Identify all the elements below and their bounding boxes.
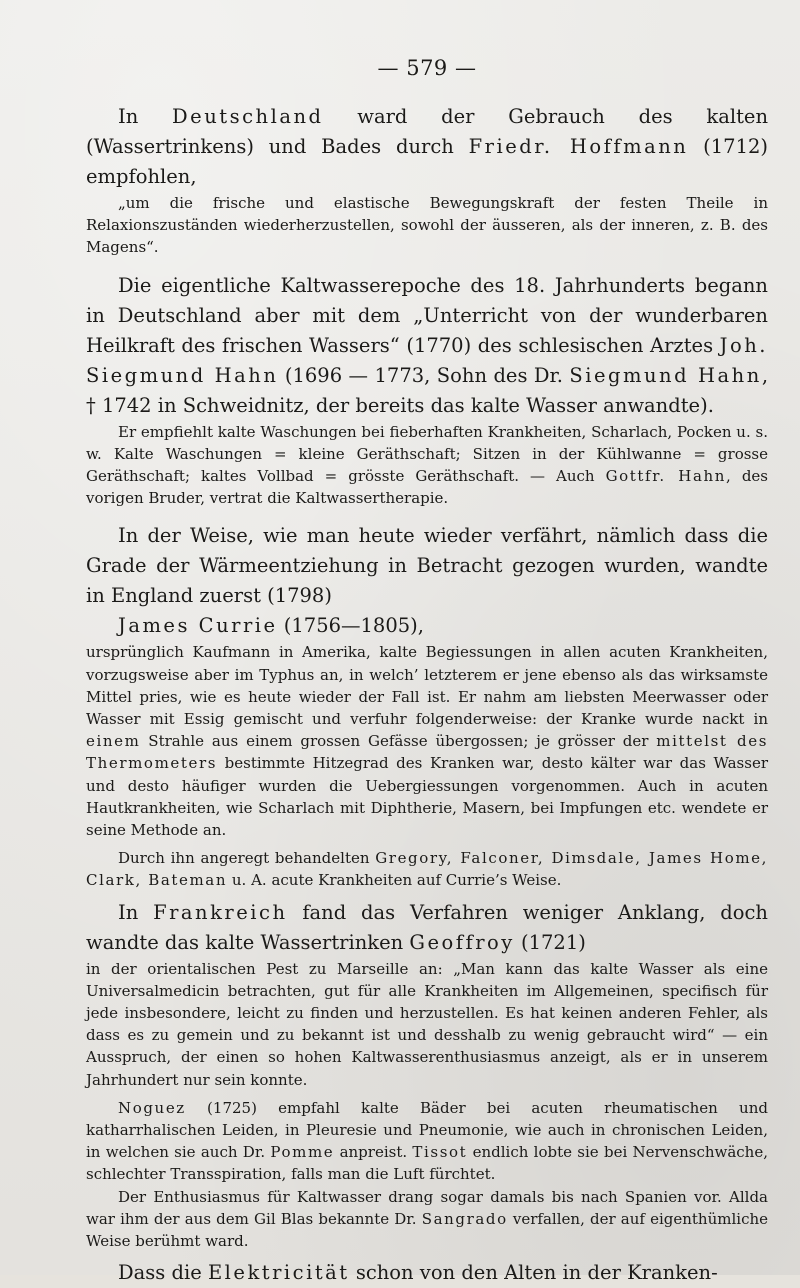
text-run: (1721) (514, 930, 586, 954)
heading-james-currie (86, 611, 768, 641)
text-run: , † 1742 in Schweidnitz, der bereits das kalte Wasser anwandte). (86, 363, 769, 417)
paragraph-marseille: in der orientalischen Pest zu Marseille an: „Man kann das kalte Wasser als eine Universalmedicin betrachten, gut für alle Krankheiten im Allgemeinen, specifisch für jede insbesondere, leicht zu finden und herzustellen. Es hat keinen anderen Fehler, als dass es zu gemein und zu bekannt ist und desshalb zu wenig gebraucht wird“ — ein Ausspruch, der einen so hohen Kaltwasserenthusiasmus anzeigt, als er in unserem Jahrhundert nur sein konnte. (86, 959, 768, 1089)
paragraph-noguez (86, 1097, 768, 1186)
emphasis-thermometer: mittelst des Thermometers (86, 732, 768, 773)
text-run: Er empfiehlt kalte Waschungen bei fieberhaften Krankheiten, Scharlach, Pocken u. s. w. Kalte Waschungen = kleine Geräthschaft; Sitzen in der Kühlwanne = grosse Geräthschaft; kaltes Vollbad = grösste Geräthschaft. — Auch (86, 422, 768, 486)
paragraph-deutschland (86, 102, 768, 192)
text-run: (1756—1805), (277, 614, 424, 638)
text-run: (1696 — 1773, Sohn des Dr. (278, 363, 570, 387)
emphasis-joh-siegmund-hahn: Joh. Siegmund Hahn (86, 333, 768, 387)
emphasis-followers: Gregory, Falconer, Dimsdale, James Home, Clark, Bateman (86, 849, 768, 890)
emphasis-geoffroy: Geoffroy (409, 930, 515, 954)
text-run: bestimmte Hitzegrad des Kranken war, desto kälter war das Wasser und desto häufiger wurden die Uebergiessungen vorgenommen. Auch in acuten Hautkrankheiten, wie Scharlach mit Diphtherie, Masern, bei Impfungen etc. wendete er seine Methode an. (86, 754, 768, 840)
text-run: schon von den Alten in der Kranken- (349, 1261, 718, 1285)
emphasis-hoffmann: Friedr. Hoffmann (468, 135, 689, 158)
emphasis-gottfr-hahn: Gottfr. Hahn (605, 467, 727, 486)
emphasis-elektricitaet: Elektricität (207, 1261, 350, 1285)
text-run: , des vorigen Bruder, vertrat die Kaltwassertherapie. (86, 467, 768, 508)
emphasis-deutschland: Deutschland (172, 105, 324, 128)
text-run: ursprünglich Kaufmann in Amerika, kalte Begiessungen in allen acuten Krankheiten, vorzugsweise aber im Typhus an, in welch’ letzterem er jene ebenso als das wirksamste Mittel pries, wie es heute wieder der Fall ist. Er nahm am liebsten Meerwasser oder Wasser mit Essig gemischt und verfuhr folgenderweise: der Kranke wurde nackt in (86, 643, 768, 729)
paragraph-kaltwasserepoche (86, 271, 768, 421)
paragraph-frankreich (86, 898, 768, 958)
text-run: fand das Verfahren weniger Anklang, doch wandte das kalte Wassertrinken (86, 900, 768, 954)
text-run: In (118, 105, 173, 128)
emphasis-siegmund-hahn: Siegmund Hahn (569, 363, 762, 387)
paragraph-waschungen (86, 421, 768, 510)
emphasis-james-currie: James Currie (118, 614, 278, 638)
text-run: ward der Gebrauch des kalten (Wassertrinkens) und Bades durch (86, 105, 768, 158)
paragraph-elektricitaet (86, 1258, 768, 1288)
text-run: (1712) empfohlen, (86, 135, 768, 188)
text-run: (1725) empfahl kalte Bäder bei acuten rheumatischen und katharrhalischen Leiden, in Pleuresie und Pneumonie, wie auch in chronischen Leiden, in welchen sie auch Dr. (86, 1098, 768, 1162)
text-run: endlich lobte sie bei Nervenschwäche, schlechter Transspiration, falls man die Luft fürchtet. (86, 1143, 768, 1184)
emphasis-noguez: Noguez (118, 1098, 186, 1117)
text-run: anpreist. (334, 1143, 413, 1162)
text-run: In (118, 900, 154, 924)
text-run: Die eigentliche Kaltwasserepoche des 18. Jahrhunderts begann in Deutschland aber mit dem „Unterricht von der wunderbaren Heilkraft des frischen Wassers“ (1770) des schlesischen Arztes (86, 273, 768, 357)
emphasis-sangrado: Sangrado (421, 1209, 508, 1228)
text-run: u. A. acute Krankheiten auf Currie’s Weise. (227, 871, 562, 890)
paragraph-currie-method (86, 641, 768, 841)
emphasis-frankreich: Frankreich (153, 900, 288, 924)
text-run: Strahle aus einem grossen Gefässe übergossen; je grösser der (140, 732, 657, 751)
text-run: verfallen, der auf eigenthümliche Weise berühmt ward. (86, 1209, 769, 1251)
emphasis-pomme: Pomme (270, 1143, 335, 1162)
emphasis-tissot: Tissot (412, 1143, 468, 1162)
emphasis-einem: einem (86, 732, 141, 751)
text-run: Der Enthusiasmus für Kaltwasser drang sogar damals bis nach Spanien vor. Allda war ihm der aus dem Gil Blas bekannte Dr. (86, 1187, 768, 1228)
text-run: Dass die (118, 1261, 208, 1285)
page-content (86, 56, 768, 1288)
paragraph-spanien (86, 1186, 768, 1253)
paragraph-followers (86, 847, 768, 891)
page-number: — 579 — (377, 56, 477, 80)
quote-hoffmann: „um die frische und elastische Bewegungskraft der festen Theile in Relaxionszuständen wiederherzustellen, sowohl der äusseren, als der inneren, z. B. des Magens“. (86, 194, 768, 257)
paragraph-england: In der Weise, wie man heute wieder verfährt, nämlich dass die Grade der Wärmeentziehung in Betracht gezogen wurden, wandte in England zuerst (1798) (86, 524, 768, 608)
text-run: Durch ihn angeregt behandelten (118, 849, 376, 868)
